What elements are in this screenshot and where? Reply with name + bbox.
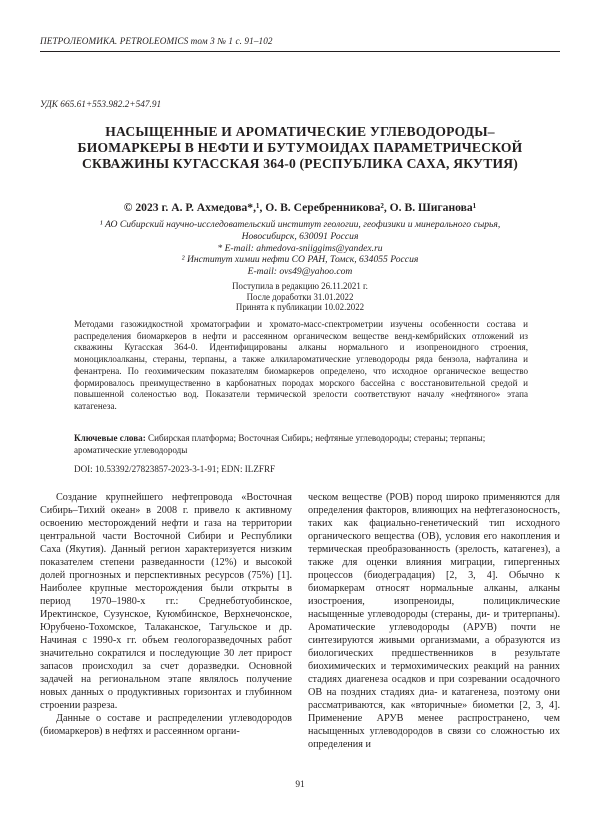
body-paragraph: Данные о составе и распределении углеводородов (биомаркеров) в нефтях и рассеянном органи- (40, 713, 292, 738)
revised-date: После доработки 31.01.2022 (246, 291, 354, 302)
body-column-right (308, 491, 560, 751)
affiliation-1: ¹ АО Сибирский научно-исследовательский институт геологии, геофизики и минерального сырья, Новосибирск, 630091 Россия (99, 219, 501, 242)
keywords-label: Ключевые слова: (74, 433, 146, 443)
page-number: 91 (295, 780, 305, 790)
affiliations (80, 219, 520, 278)
affiliation-2: ² Институт химии нефти СО РАН, Томск, 634055 Россия (181, 254, 419, 266)
accepted-date: Принята к публикации 10.02.2022 (235, 302, 365, 313)
authors-line: © 2023 г. А. Р. Ахмедова*,¹, О. В. Серебренникова², О. В. Шиганова¹ (123, 201, 477, 214)
doi-line: DOI: 10.53392/27823857-2023-3-1-91; EDN: ILZFRF (74, 464, 276, 474)
header-rule (40, 51, 560, 52)
keywords-list: Сибирская платформа; Восточная Сибирь; нефтяные углеводороды; стераны; терпаны; ароматические углеводороды (74, 433, 486, 455)
body-paragraph: ческом веществе (РОВ) пород широко применяются для определения факторов, влияющих на нефтегазоносность, таких как фациально-генетический тип исходного органического вещества (ОВ), условия его накопления и термическая преобразованность (зрелость, катагенез), а также для оценки влияния миграции, гипергенных процессов (биодеградация) [2, 3, 4]. Обычно к биомаркерам относят нормальные алканы, алканы изостроения, изопреноиды, полициклические насыщенные углеводороды (стераны, ди- и тритерпаны). Ароматические углеводороды (АРУВ) почти не синтезируются живыми организмами, а образуются из биологических предшественников в результате биохимических и термохимических реакций на ранних стадиях диагенеза осадков и при созревании осадочного ОВ на поздних стадиях диа- и катагенеза, поэтому они рассматриваются, как «вторичные» биометки [2, 3, 4]. Применение АРУВ менее распространено, чем насыщенных углеводородов в связи со сложностью их определения и (308, 492, 560, 751)
article-title: НАСЫЩЕННЫЕ И АРОМАТИЧЕСКИЕ УГЛЕВОДОРОДЫ–БИОМАРКЕРЫ В НЕФТИ И БУТУМОИДАХ ПАРАМЕТРИЧЕСКОЙ СКВАЖИНЫ КУГАССКАЯ 364-0 (РЕСПУБЛИКА САХА, ЯКУТИЯ) (77, 124, 523, 172)
keywords (74, 433, 528, 456)
udc-code: УДК 665.61+553.982.2+547.91 (40, 100, 162, 110)
article-history (40, 281, 560, 313)
email-2: E-mail: ovs49@yahoo.com (247, 266, 353, 278)
received-date: Поступила в редакцию 26.11.2021 г. (232, 281, 368, 291)
running-head: ПЕТРОЛЕОМИКА. PETROLEOMICS том 3 № 1 с. 91–102 (40, 36, 273, 46)
email-1: * E-mail: ahmedova-sniiggims@yandex.ru (217, 242, 383, 254)
body-column-left (40, 491, 292, 738)
body-paragraph: Создание крупнейшего нефтепровода «Восточная Сибирь–Тихий океан» в 2008 г. привело к активному освоению месторождений нефти и газа на территории центральной части Восточной Сибири и Республики Саха (Якутия). Данный регион характеризуется низким показателем степени разведанности (12%) и высокой долей прогнозных и перспективных ресурсов (75%) [1]. Наиболее крупные месторождения были открыты в период 1970–1980-х гг.: Среднеботуобинское, Иректинское, Сузунское, Куюмбинское, Верхнечонское, Юрубчено-Тохомское, Талаканское, Тагульское и др. Начиная с 1990-х гг. объем геологоразведочных работ значительно сократился и последующие 30 лет прирост запасов происходил за счет доразведки. Основной задачей на региональном этапе являлось получение новых данных о продуктивных горизонтах и глубинном строении разреза. (40, 492, 292, 712)
abstract: Методами газожидкостной хроматографии и хромато-масс-спектрометрии изучены особенности состава и распределения биомаркеров в нефти и рассеянном органическом веществе венд-кембрийских отложений из скважины Кугасская 364-0. Идентифицированы алканы нормального и изопреноидного строения, моноциклоалканы, стераны, терпаны, а также алкилароматические углеводороды ряда бензола, нафталина и фенантрена. По геохимическим показателям биомаркеров определено, что исходное органическое вещество формировалось преимущественно в карбонатных породах морского бассейна с восстановительной средой и повышенной соленостью вод. Показатели термической зрелости соответствуют началу «нефтяного» этапа катагенеза. (74, 319, 528, 411)
